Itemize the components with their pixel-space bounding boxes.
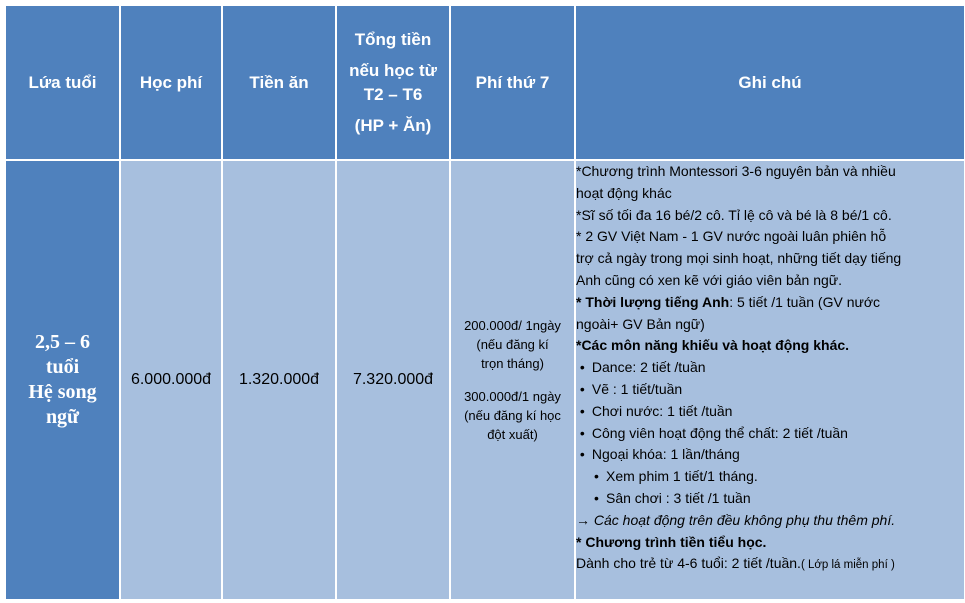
- header-tuition: Học phí: [120, 5, 222, 160]
- note-line: *Chương trình Montessori 3-6 nguyên bản và nhiều: [576, 163, 896, 179]
- meals-cell: 1.320.000đ: [222, 160, 336, 600]
- header-total-line: (HP + Ăn): [354, 115, 432, 135]
- note-line: * Thời lượng tiếng Anh: 5 tiết /1 tuần (GV nước: [576, 293, 881, 310]
- note-line: * 2 GV Việt Nam - 1 GV nước ngoài luân phiên hỗ: [576, 228, 887, 245]
- notes-cell: [575, 160, 965, 600]
- header-meals: Tiền ăn: [222, 5, 336, 160]
- header-total: [336, 5, 450, 160]
- header-saturday: Phí thứ 7: [450, 5, 575, 160]
- table-row: [5, 160, 965, 600]
- note-line: trợ cả ngày trong mọi sinh hoạt, những tiết dạy tiếng: [576, 250, 902, 267]
- list-item: • Sân chơi : 3 tiết /1 tuần: [594, 489, 751, 506]
- list-item: • Vẽ : 1 tiết/tuần: [579, 380, 683, 397]
- note-line: * Chương trình tiền tiểu học.: [576, 533, 767, 550]
- note-line: ngoài+ GV Bản ngữ): [576, 315, 705, 332]
- header-notes: Ghi chú: [575, 5, 965, 160]
- list-item: • Công viên hoạt động thể chất: 2 tiết /tuần: [579, 424, 848, 441]
- header-total-line: Tổng tiền: [354, 29, 432, 49]
- header-row: [5, 5, 965, 160]
- note-line: → Các hoạt động trên đều không phụ thu thêm phí.: [576, 511, 896, 528]
- list-item: • Dance: 2 tiết /tuần: [579, 359, 706, 376]
- age-group-cell: 2,5 – 6 tuổi Hệ song ngữ: [5, 160, 120, 600]
- list-item: • Xem phim 1 tiết/1 tháng.: [594, 468, 758, 485]
- note-line: hoạt động khác: [576, 184, 672, 201]
- tuition-cell: 6.000.000đ: [120, 160, 222, 600]
- header-total-line: T2 – T6: [363, 84, 423, 104]
- note-line: *Sĩ số tối đa 16 bé/2 cô. Tỉ lệ cô và bé là 8 bé/1 cô.: [576, 206, 892, 223]
- note-line: Dành cho trẻ từ 4-6 tuổi: 2 tiết /tuần.( Lớp lá miễn phí ): [576, 555, 895, 572]
- list-item: • Chơi nước: 1 tiết /tuần: [579, 402, 733, 419]
- header-total-line: nếu học từ: [349, 60, 437, 80]
- note-line: Anh cũng có xen kẽ với giáo viên bản ngữ.: [576, 271, 843, 288]
- header-age: Lứa tuổi: [5, 5, 120, 160]
- note-line: *Các môn năng khiếu và hoạt động khác.: [576, 337, 850, 354]
- list-item: • Ngoại khóa: 1 lần/tháng: [579, 446, 740, 463]
- saturday-fee-cell: 200.000đ/ 1ngày (nếu đăng kí trọn tháng) 300.000đ/1 ngày (nếu đăng kí học đột xuất): [450, 160, 575, 600]
- total-cell: 7.320.000đ: [336, 160, 450, 600]
- fee-table: [4, 4, 965, 601]
